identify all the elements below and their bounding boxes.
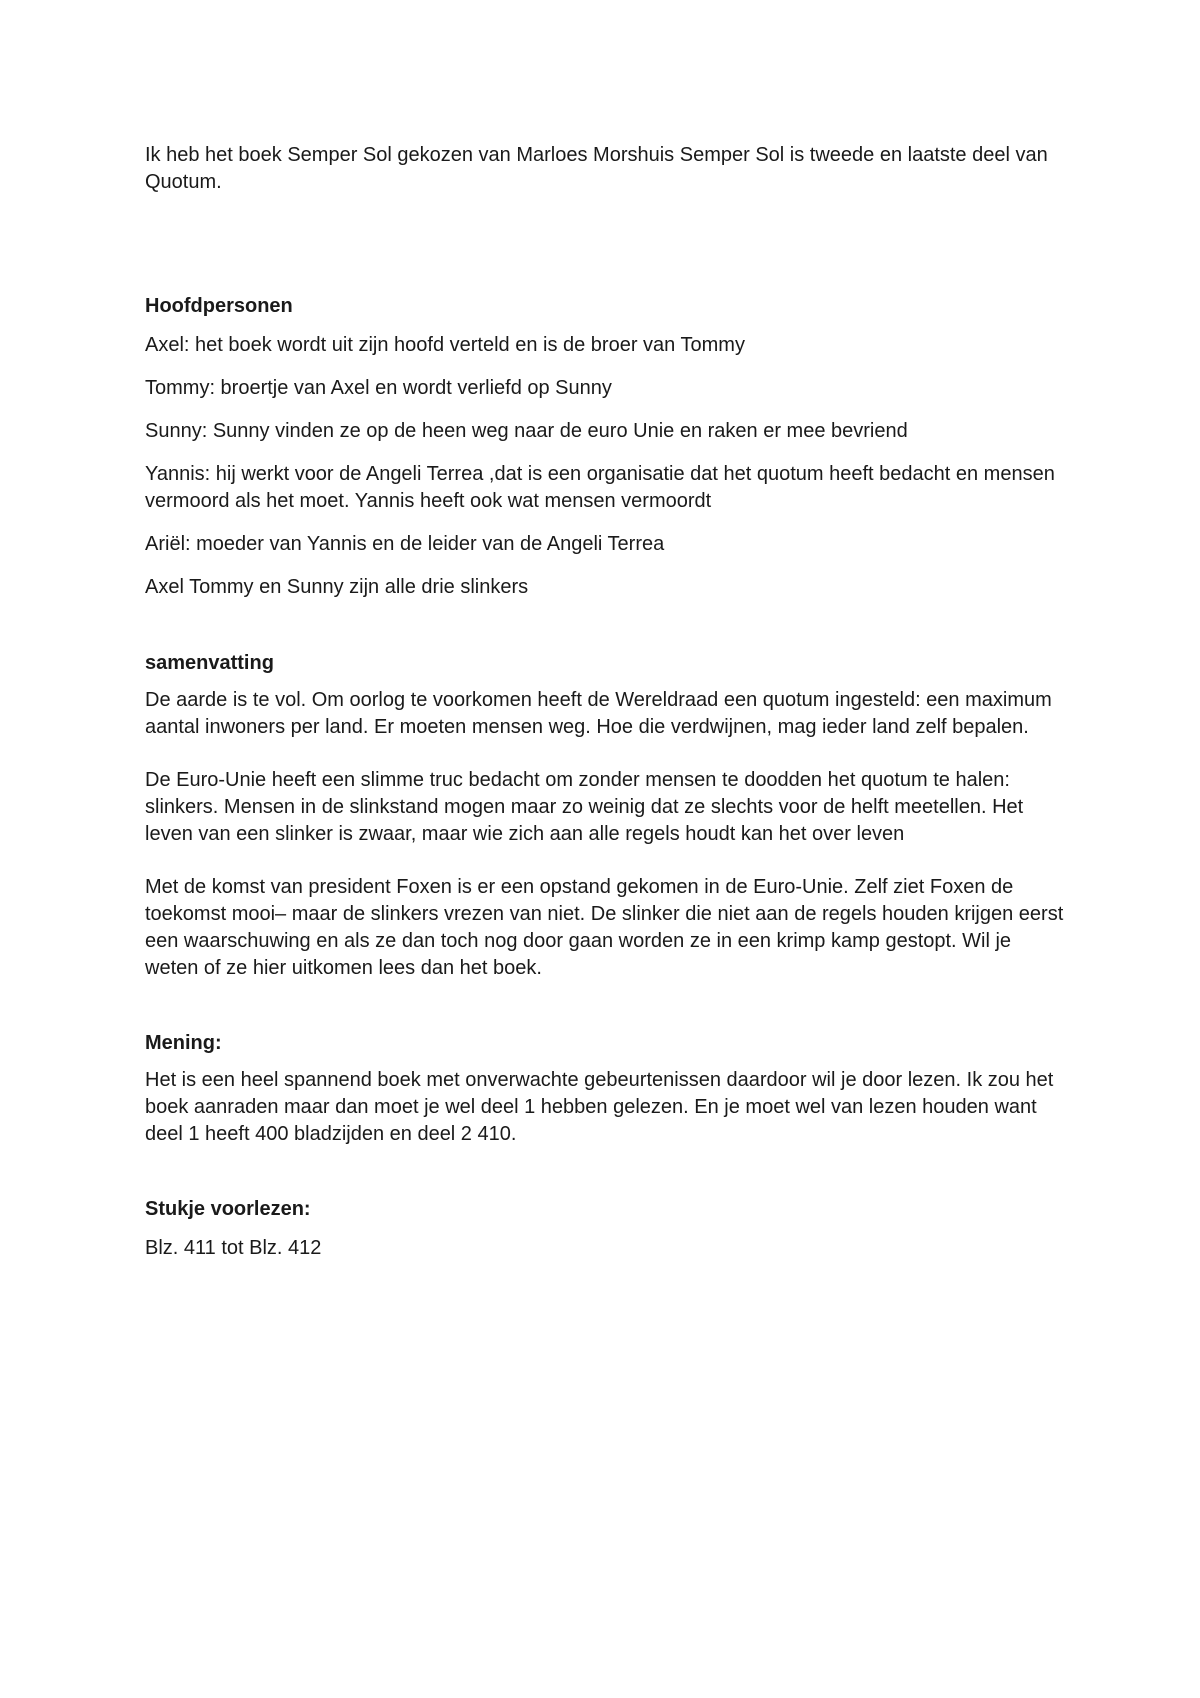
samenvatting-body — [145, 687, 1065, 982]
mening-heading: Mening: — [145, 1032, 222, 1054]
intro-paragraph: Ik heb het boek Semper Sol gekozen van Marloes Morshuis Semper Sol is tweede en laatste deel van Quotum. — [145, 144, 1048, 193]
hoofdpersonen-heading: Hoofdpersonen — [145, 295, 293, 317]
samenvatting-paragraph: De aarde is te vol. Om oorlog te voorkomen heeft de Wereldraad een quotum ingesteld: een maximum aantal inwoners per land. Er moeten mensen weg. Hoe die verdwijnen, mag ieder land zelf bepalen. — [145, 689, 1052, 738]
person-yannis: Yannis: hij werkt voor de Angeli Terrea ,dat is een organisatie dat het quotum heeft bedacht en mensen vermoord als het moet. Yannis heeft ook wat mensen vermoordt — [145, 463, 1055, 512]
document-page — [145, 142, 1065, 1262]
hoofdpersonen-list — [145, 332, 1065, 601]
person-tommy: Tommy: broertje van Axel en wordt verliefd op Sunny — [145, 377, 612, 399]
samenvatting-paragraph: De Euro-Unie heeft een slimme truc bedacht om zonder mensen te doodden het quotum te halen: slinkers. Mensen in de slinkstand mogen maar zo weinig dat ze slechts voor de helft meetellen. Het leven van een slinker is zwaar, maar wie zich aan alle regels houdt kan het over leven — [145, 769, 1024, 845]
person-note: Axel Tommy en Sunny zijn alle drie slinkers — [145, 576, 529, 598]
person-ariel: Ariël: moeder van Yannis en de leider van de Angeli Terrea — [145, 533, 665, 555]
person-axel: Axel: het boek wordt uit zijn hoofd verteld en is de broer van Tommy — [145, 334, 745, 356]
stukje-voorlezen-text: Blz. 411 tot Blz. 412 — [145, 1237, 322, 1259]
samenvatting-heading: samenvatting — [145, 652, 274, 674]
samenvatting-paragraph: Met de komst van president Foxen is er een opstand gekomen in de Euro-Unie. Zelf ziet Foxen de toekomst mooi– maar de slinkers vrezen van niet. De slinker die niet aan de regels houden krijgen eerst een waarschuwing en als ze dan toch nog door gaan worden ze in een krimp kamp gestopt. Wil je weten of ze hier uitkomen lees dan het boek. — [145, 876, 1064, 979]
stukje-voorlezen-heading: Stukje voorlezen: — [145, 1198, 311, 1220]
mening-paragraph: Het is een heel spannend boek met onverwachte gebeurtenissen daardoor wil je door lezen. Ik zou het boek aanraden maar dan moet je wel deel 1 hebben gelezen. En je moet wel van lezen houden want deel 1 heeft 400 bladzijden en deel 2 410. — [145, 1069, 1054, 1145]
person-sunny: Sunny: Sunny vinden ze op de heen weg naar de euro Unie en raken er mee bevriend — [145, 420, 908, 442]
